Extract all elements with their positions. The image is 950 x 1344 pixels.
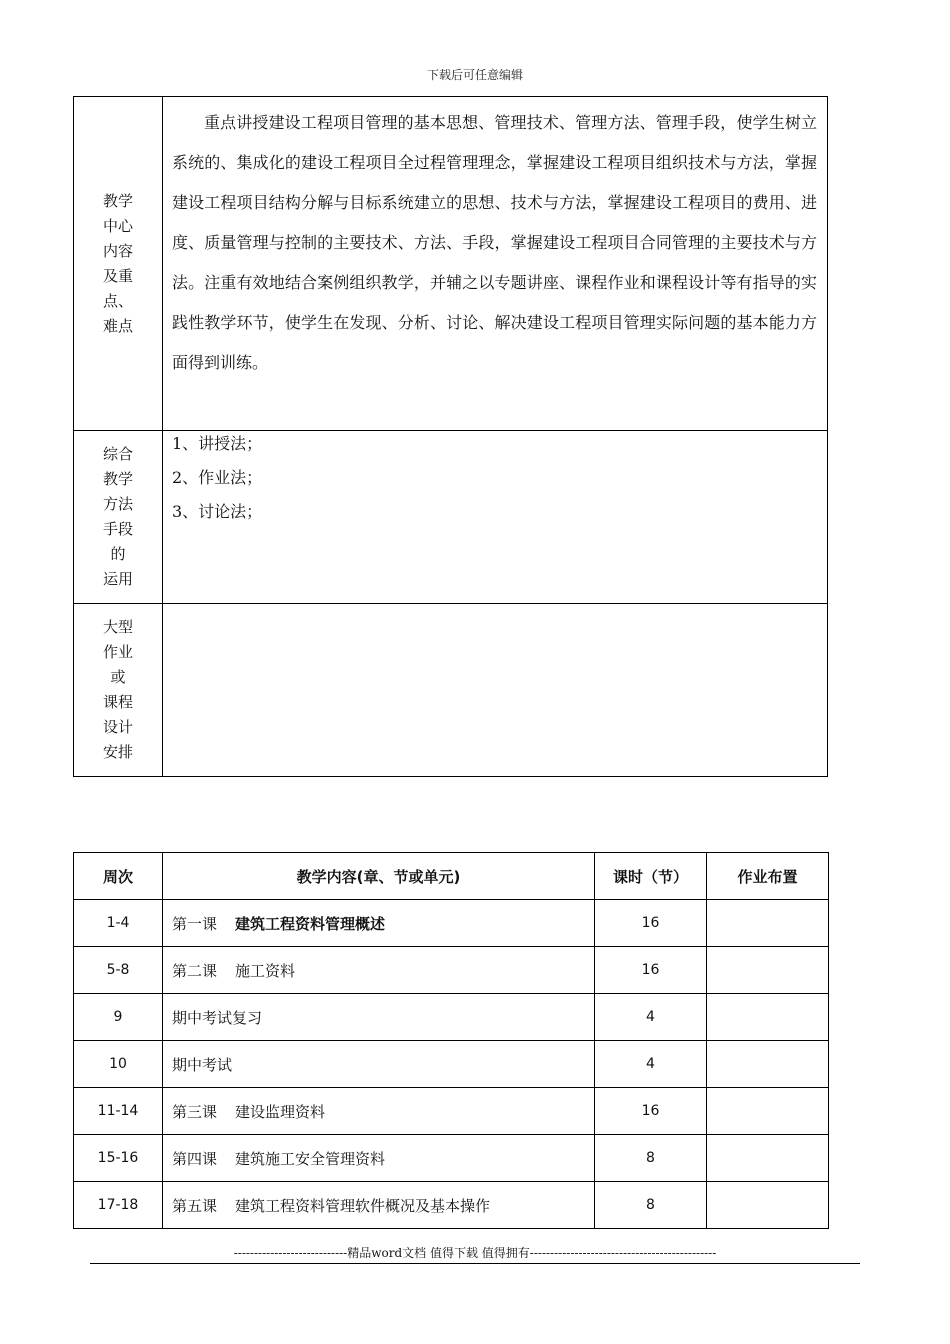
label-line: 中心 bbox=[102, 216, 133, 235]
row-label-assignment bbox=[74, 604, 163, 777]
homework-cell bbox=[707, 900, 829, 947]
header-week: 周次 bbox=[74, 853, 163, 900]
table-row bbox=[74, 1088, 829, 1135]
table-row bbox=[74, 994, 829, 1041]
content-cell bbox=[163, 900, 595, 947]
hours-cell: 16 bbox=[595, 1088, 707, 1135]
info-row-assignment bbox=[74, 604, 828, 777]
content-cell bbox=[163, 947, 595, 994]
lesson-title: 施工资料 bbox=[235, 961, 296, 980]
label-line: 方法 bbox=[102, 495, 133, 513]
content-cell bbox=[163, 1041, 595, 1088]
homework-cell bbox=[707, 1041, 829, 1088]
course-info-table bbox=[73, 96, 828, 777]
row-label-methods bbox=[74, 431, 163, 604]
table-row bbox=[74, 900, 829, 947]
label-line: 及重 bbox=[102, 266, 133, 285]
methods-cell bbox=[163, 431, 828, 604]
label-line: 或 bbox=[110, 668, 126, 686]
label-line: 的 bbox=[110, 545, 126, 563]
table-row bbox=[74, 947, 829, 994]
week-cell: 1-4 bbox=[74, 900, 163, 947]
label-line: 点、 bbox=[102, 291, 133, 310]
assignment-cell bbox=[163, 604, 828, 777]
label-line: 大型 bbox=[102, 618, 133, 636]
label-line: 内容 bbox=[102, 241, 133, 260]
hours-cell: 4 bbox=[595, 994, 707, 1041]
hours-cell: 16 bbox=[595, 947, 707, 994]
lesson-number: 第三课 bbox=[172, 1102, 218, 1121]
row-label-center-content bbox=[74, 97, 163, 431]
hours-cell: 8 bbox=[595, 1182, 707, 1229]
homework-cell bbox=[707, 1182, 829, 1229]
center-content-cell bbox=[163, 97, 828, 431]
hours-cell: 8 bbox=[595, 1135, 707, 1182]
schedule-table bbox=[73, 852, 829, 1229]
info-row-center-content bbox=[74, 97, 828, 431]
homework-cell bbox=[707, 994, 829, 1041]
week-cell: 11-14 bbox=[74, 1088, 163, 1135]
week-cell: 9 bbox=[74, 994, 163, 1041]
header-note: 下载后可任意编辑 bbox=[426, 68, 523, 82]
content-cell bbox=[163, 994, 595, 1041]
label-line: 运用 bbox=[102, 570, 133, 588]
week-cell: 17-18 bbox=[74, 1182, 163, 1229]
label-line: 设计 bbox=[102, 718, 133, 736]
lesson-title: 建设监理资料 bbox=[235, 1102, 326, 1121]
method-item: 3、讨论法； bbox=[172, 502, 263, 521]
info-row-methods bbox=[74, 431, 828, 604]
footer-divider bbox=[90, 1263, 860, 1264]
table-row bbox=[74, 1135, 829, 1182]
method-item: 1、讲授法； bbox=[172, 434, 263, 453]
header-homework: 作业布置 bbox=[707, 853, 829, 900]
lesson-number: 期中考试复习 bbox=[172, 1008, 263, 1027]
content-cell bbox=[163, 1135, 595, 1182]
week-cell: 15-16 bbox=[74, 1135, 163, 1182]
hours-cell: 4 bbox=[595, 1041, 707, 1088]
homework-cell bbox=[707, 1135, 829, 1182]
methods-list bbox=[172, 427, 817, 529]
content-cell bbox=[163, 1088, 595, 1135]
table-row bbox=[74, 1041, 829, 1088]
schedule-header-row bbox=[74, 853, 829, 900]
homework-cell bbox=[707, 1088, 829, 1135]
content-cell bbox=[163, 1182, 595, 1229]
homework-cell bbox=[707, 947, 829, 994]
week-cell: 10 bbox=[74, 1041, 163, 1088]
lesson-title: 建筑工程资料管理概述 bbox=[235, 914, 386, 933]
center-content-text: 重点讲授建设工程项目管理的基本思想、管理技术、管理方法、管理手段，使学生树立系统的、集成化的建设工程项目全过程管理理念，掌握建设工程项目组织技术与方法，掌握建设工程项目结构分解与目标系统建立的思想、技术与方法，掌握建设工程项目的费用、进度、质量管理与控制的主要技术、方法、手段，掌握建设工程项目合同管理的主要技术与方法。注重有效地结合案例组织教学，并辅之以专题讲座、课程作业和课程设计等有指导的实践性教学环节，使学生在发现、分析、讨论、解决建设工程项目管理实际问题的基本能力方面得到训练。 bbox=[172, 113, 817, 372]
label-line: 教学 bbox=[102, 470, 133, 488]
lesson-number: 期中考试 bbox=[172, 1055, 233, 1074]
label-line: 难点 bbox=[102, 316, 133, 335]
table-row bbox=[74, 1182, 829, 1229]
header-content: 教学内容(章、节或单元) bbox=[163, 853, 595, 900]
lesson-title: 建筑施工安全管理资料 bbox=[235, 1149, 386, 1168]
label-line: 课程 bbox=[102, 693, 133, 711]
lesson-title: 建筑工程资料管理软件概况及基本操作 bbox=[235, 1196, 491, 1215]
hours-cell: 16 bbox=[595, 900, 707, 947]
label-line: 教学 bbox=[102, 191, 133, 210]
footer-text: ----------------------------精品word文档 值得下载 值得拥有---------------------------------------------- bbox=[233, 1246, 717, 1260]
method-item: 2、作业法； bbox=[172, 468, 263, 487]
lesson-number: 第二课 bbox=[172, 961, 218, 980]
lesson-number: 第五课 bbox=[172, 1196, 218, 1215]
week-cell: 5-8 bbox=[74, 947, 163, 994]
header-hours: 课时（节） bbox=[595, 853, 707, 900]
label-line: 手段 bbox=[102, 520, 133, 538]
label-line: 安排 bbox=[102, 743, 133, 761]
label-line: 综合 bbox=[102, 445, 133, 463]
lesson-number: 第四课 bbox=[172, 1149, 218, 1168]
label-line: 作业 bbox=[102, 643, 133, 661]
lesson-number: 第一课 bbox=[172, 914, 218, 933]
